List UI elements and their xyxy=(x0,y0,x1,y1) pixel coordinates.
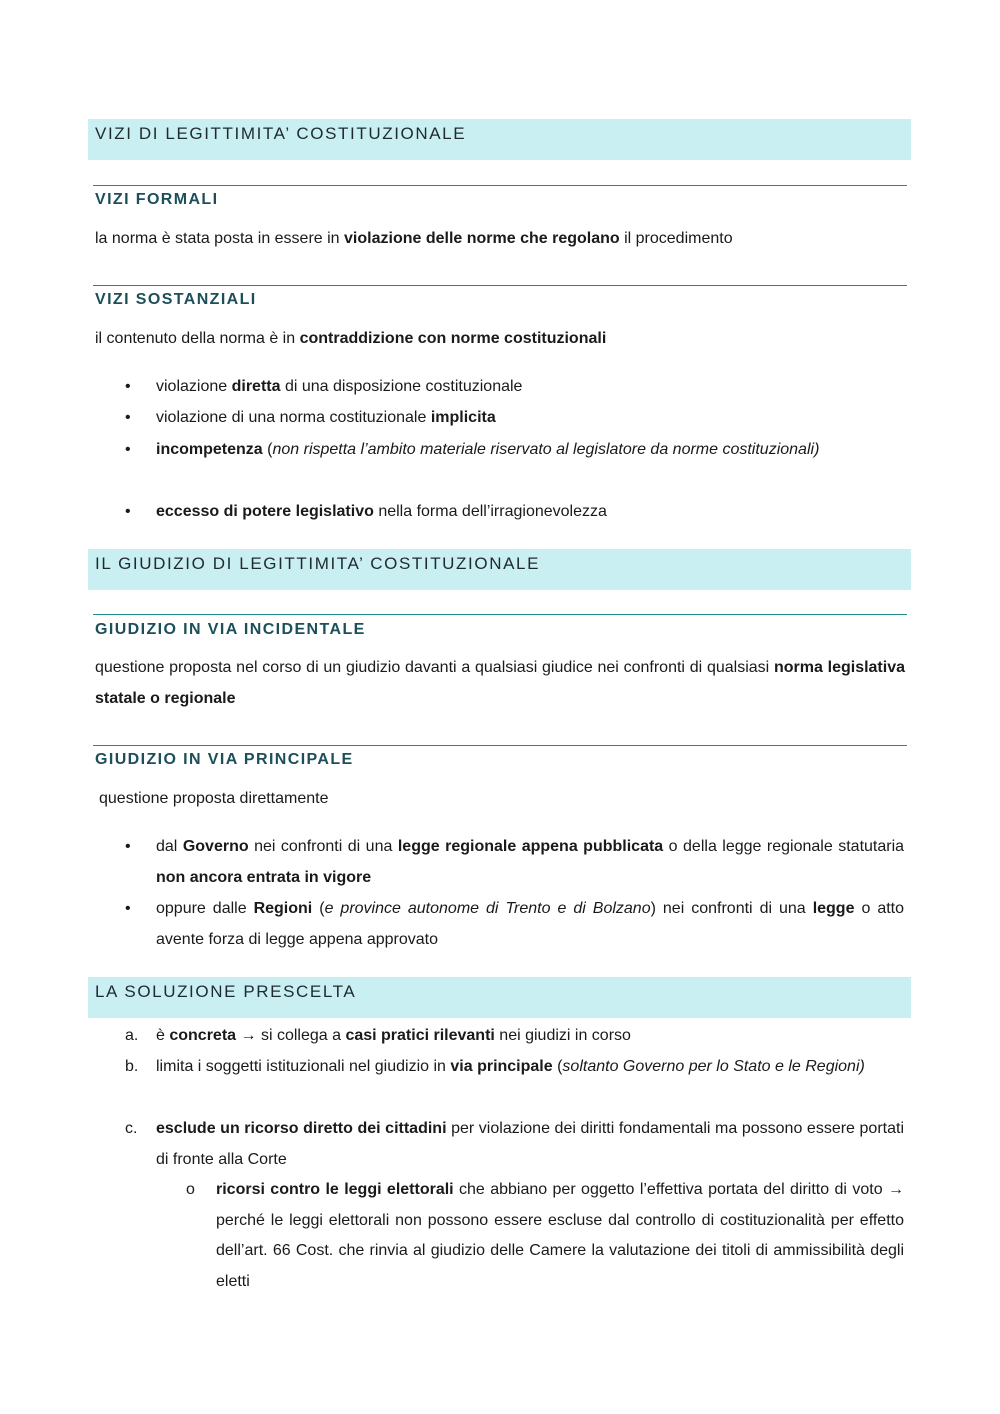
list-item: è concreta → si collega a casi pratici rilevanti nei giudizi in corso xyxy=(156,1027,631,1044)
divider xyxy=(93,185,907,186)
sublist-marker: o xyxy=(186,1181,195,1198)
list-marker: b. xyxy=(125,1058,139,1075)
subheading-via-incidentale: GIUDIZIO IN VIA INCIDENTALE xyxy=(95,621,366,638)
list-item: dal Governo nei confronti di una legge regionale appena pubblicata o della legge regionale statutaria non ancora entrata in vigore xyxy=(156,838,905,886)
section-title: VIZI DI LEGITTIMITA’ COSTITUZIONALE xyxy=(95,124,467,143)
section-title: LA SOLUZIONE PRESCELTA xyxy=(95,982,357,1001)
list-item: oppure dalle Regioni (e province autonome di Trento e di Bolzano) nei confronti di una legge o atto avente forza di legge appena approvato xyxy=(156,900,905,948)
bullet: • xyxy=(125,900,131,917)
section-heading-vizi xyxy=(88,119,911,160)
section-heading-giudizio xyxy=(88,549,911,590)
bullet: • xyxy=(125,838,131,855)
list-marker: c. xyxy=(125,1120,138,1137)
section-title: IL GIUDIZIO DI LEGITTIMITA’ COSTITUZIONALE xyxy=(95,554,541,573)
vizi-formali-text: la norma è stata posta in essere in violazione delle norme che regolano il procedimento xyxy=(95,230,733,247)
list-item: violazione di una norma costituzionale implicita xyxy=(156,409,496,426)
divider xyxy=(93,614,907,615)
list-item: esclude un ricorso diretto dei cittadini per violazione dei diritti fondamentali ma possono essere portati di fronte alla Corte xyxy=(156,1120,905,1168)
list-marker: a. xyxy=(125,1027,139,1044)
subheading-vizi-formali: VIZI FORMALI xyxy=(95,191,219,208)
list-item: eccesso di potere legislativo nella forma dell’irragionevolezza xyxy=(156,503,607,520)
vizi-sostanziali-text: il contenuto della norma è in contraddizione con norme costituzionali xyxy=(95,330,607,347)
list-item: limita i soggetti istituzionali nel giudizio in via principale (soltanto Governo per lo Stato e le Regioni) xyxy=(156,1058,865,1075)
bullet: • xyxy=(125,441,131,458)
list-item: violazione diretta di una disposizione costituzionale xyxy=(156,378,523,395)
bullet: • xyxy=(125,503,131,520)
bullet: • xyxy=(125,409,131,426)
list-item: incompetenza (non rispetta l’ambito materiale riservato al legislatore da norme costituzionali) xyxy=(156,441,820,458)
bullet: • xyxy=(125,378,131,395)
via-incidentale-text: questione proposta nel corso di un giudizio davanti a qualsiasi giudice nei confronti di qualsiasi norma legislativa statale o regionale xyxy=(95,659,906,707)
divider xyxy=(93,285,907,286)
section-heading-soluzione xyxy=(88,977,911,1018)
divider xyxy=(93,745,907,746)
sublist-item: ricorsi contro le leggi elettorali che abbiano per oggetto l’effettiva portata del diritto di voto → perché le leggi elettorali non possono essere escluse dal controllo di costituzionalità per effetto dell’art. 66 Cost. che rinvia al giudizio delle Camere la valutazione dei titoli di ammissibilità degli eletti xyxy=(216,1181,905,1290)
subheading-via-principale: GIUDIZIO IN VIA PRINCIPALE xyxy=(95,751,354,768)
subheading-vizi-sostanziali: VIZI SOSTANZIALI xyxy=(95,291,257,308)
via-principale-text: questione proposta direttamente xyxy=(99,790,329,807)
